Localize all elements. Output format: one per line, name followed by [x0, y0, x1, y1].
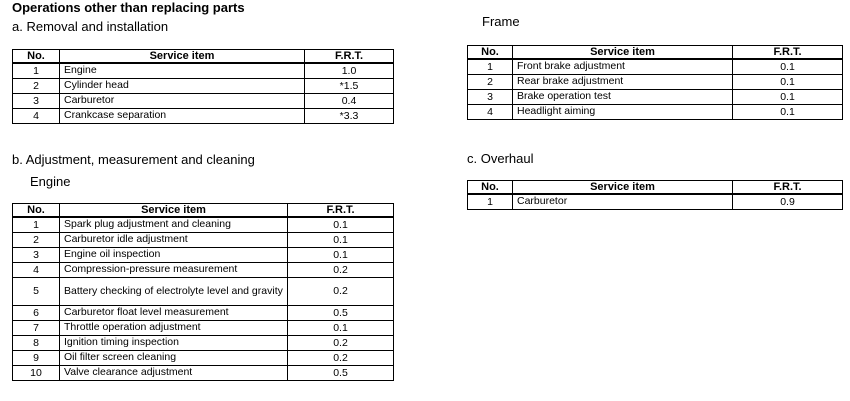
frt-value: 0.5 — [288, 305, 394, 320]
table-row — [13, 305, 394, 320]
row-number: 2 — [468, 74, 513, 89]
service-item: Rear brake adjustment — [513, 74, 733, 89]
row-number: 7 — [13, 320, 60, 335]
row-number: 3 — [13, 247, 60, 262]
row-number: 1 — [468, 59, 513, 74]
service-item: Front brake adjustment — [513, 59, 733, 74]
frt-value: 0.4 — [305, 93, 394, 108]
service-item: Spark plug adjustment and cleaning — [60, 217, 288, 232]
table-row — [468, 104, 843, 119]
service-item: Throttle operation adjustment — [60, 320, 288, 335]
removal-table — [12, 49, 394, 124]
frt-value: *1.5 — [305, 78, 394, 93]
engine-table-body — [13, 217, 394, 380]
frt-value: 0.1 — [288, 320, 394, 335]
service-item: Cylinder head — [60, 78, 305, 93]
frt-value: 0.2 — [288, 335, 394, 350]
table-row — [468, 89, 843, 104]
row-number: 4 — [13, 108, 60, 123]
service-item: Carburetor — [513, 194, 733, 209]
frt-value: 0.1 — [733, 89, 843, 104]
service-item: Compression-pressure measurement — [60, 262, 288, 277]
table-row — [468, 74, 843, 89]
frt-value: 0.1 — [288, 232, 394, 247]
row-number: 2 — [13, 232, 60, 247]
service-item: Battery checking of electrolyte level and gravity — [60, 277, 288, 305]
service-item: Brake operation test — [513, 89, 733, 104]
column-header-service-item: Service item — [60, 204, 288, 218]
table-row — [13, 63, 394, 78]
frt-value: 0.1 — [733, 74, 843, 89]
column-header-service-item: Service item — [60, 50, 305, 64]
row-number: 3 — [13, 93, 60, 108]
row-number: 10 — [13, 365, 60, 380]
column-header-no: No. — [13, 204, 60, 218]
table-row — [468, 194, 843, 209]
frt-value: 0.1 — [733, 104, 843, 119]
column-header-no: No. — [13, 50, 60, 64]
frame-table — [467, 45, 843, 120]
service-item: Crankcase separation — [60, 108, 305, 123]
table-row — [13, 320, 394, 335]
table-row — [13, 262, 394, 277]
frt-value: 0.2 — [288, 262, 394, 277]
service-item: Valve clearance adjustment — [60, 365, 288, 380]
subheading-frame: Frame — [482, 14, 520, 29]
frt-value: 0.2 — [288, 350, 394, 365]
service-item: Carburetor — [60, 93, 305, 108]
table-row — [13, 93, 394, 108]
frt-value: 0.1 — [733, 59, 843, 74]
row-number: 4 — [468, 104, 513, 119]
row-number: 2 — [13, 78, 60, 93]
column-header-frt: F.R.T. — [733, 181, 843, 195]
column-header-frt: F.R.T. — [733, 46, 843, 60]
frt-value: 0.2 — [288, 277, 394, 305]
frame-table-body — [468, 59, 843, 119]
frt-value: 1.0 — [305, 63, 394, 78]
table-row — [13, 350, 394, 365]
table-row — [13, 277, 394, 305]
row-number: 6 — [13, 305, 60, 320]
service-item: Ignition timing inspection — [60, 335, 288, 350]
column-header-frt: F.R.T. — [305, 50, 394, 64]
service-item: Headlight aiming — [513, 104, 733, 119]
table-row — [13, 335, 394, 350]
section-heading-removal: a. Removal and installation — [12, 19, 169, 34]
table-row — [13, 232, 394, 247]
column-header-service-item: Service item — [513, 181, 733, 195]
frt-value: 0.9 — [733, 194, 843, 209]
row-number: 4 — [13, 262, 60, 277]
section-heading-adjustment: b. Adjustment, measurement and cleaning — [12, 152, 255, 167]
frt-value: *3.3 — [305, 108, 394, 123]
row-number: 1 — [13, 63, 60, 78]
service-item: Oil filter screen cleaning — [60, 350, 288, 365]
subheading-engine: Engine — [30, 174, 71, 189]
overhaul-table-body — [468, 194, 843, 209]
row-number: 9 — [13, 350, 60, 365]
service-item: Carburetor float level measurement — [60, 305, 288, 320]
frt-value: 0.5 — [288, 365, 394, 380]
column-header-no: No. — [468, 46, 513, 60]
table-row — [13, 108, 394, 123]
frt-value: 0.1 — [288, 247, 394, 262]
table-row — [468, 59, 843, 74]
row-number: 1 — [468, 194, 513, 209]
frt-value: 0.1 — [288, 217, 394, 232]
engine-table — [12, 203, 394, 381]
table-row — [13, 365, 394, 380]
table-row — [13, 247, 394, 262]
section-heading-overhaul: c. Overhaul — [467, 151, 534, 166]
service-item: Carburetor idle adjustment — [60, 232, 288, 247]
row-number: 5 — [13, 277, 60, 305]
column-header-frt: F.R.T. — [288, 204, 394, 218]
service-item: Engine oil inspection — [60, 247, 288, 262]
table-row — [13, 78, 394, 93]
service-item: Engine — [60, 63, 305, 78]
row-number: 8 — [13, 335, 60, 350]
column-header-service-item: Service item — [513, 46, 733, 60]
page-title: Operations other than replacing parts — [12, 0, 245, 15]
removal-table-body — [13, 63, 394, 123]
table-row — [13, 217, 394, 232]
column-header-no: No. — [468, 181, 513, 195]
overhaul-table — [467, 180, 843, 210]
row-number: 3 — [468, 89, 513, 104]
row-number: 1 — [13, 217, 60, 232]
